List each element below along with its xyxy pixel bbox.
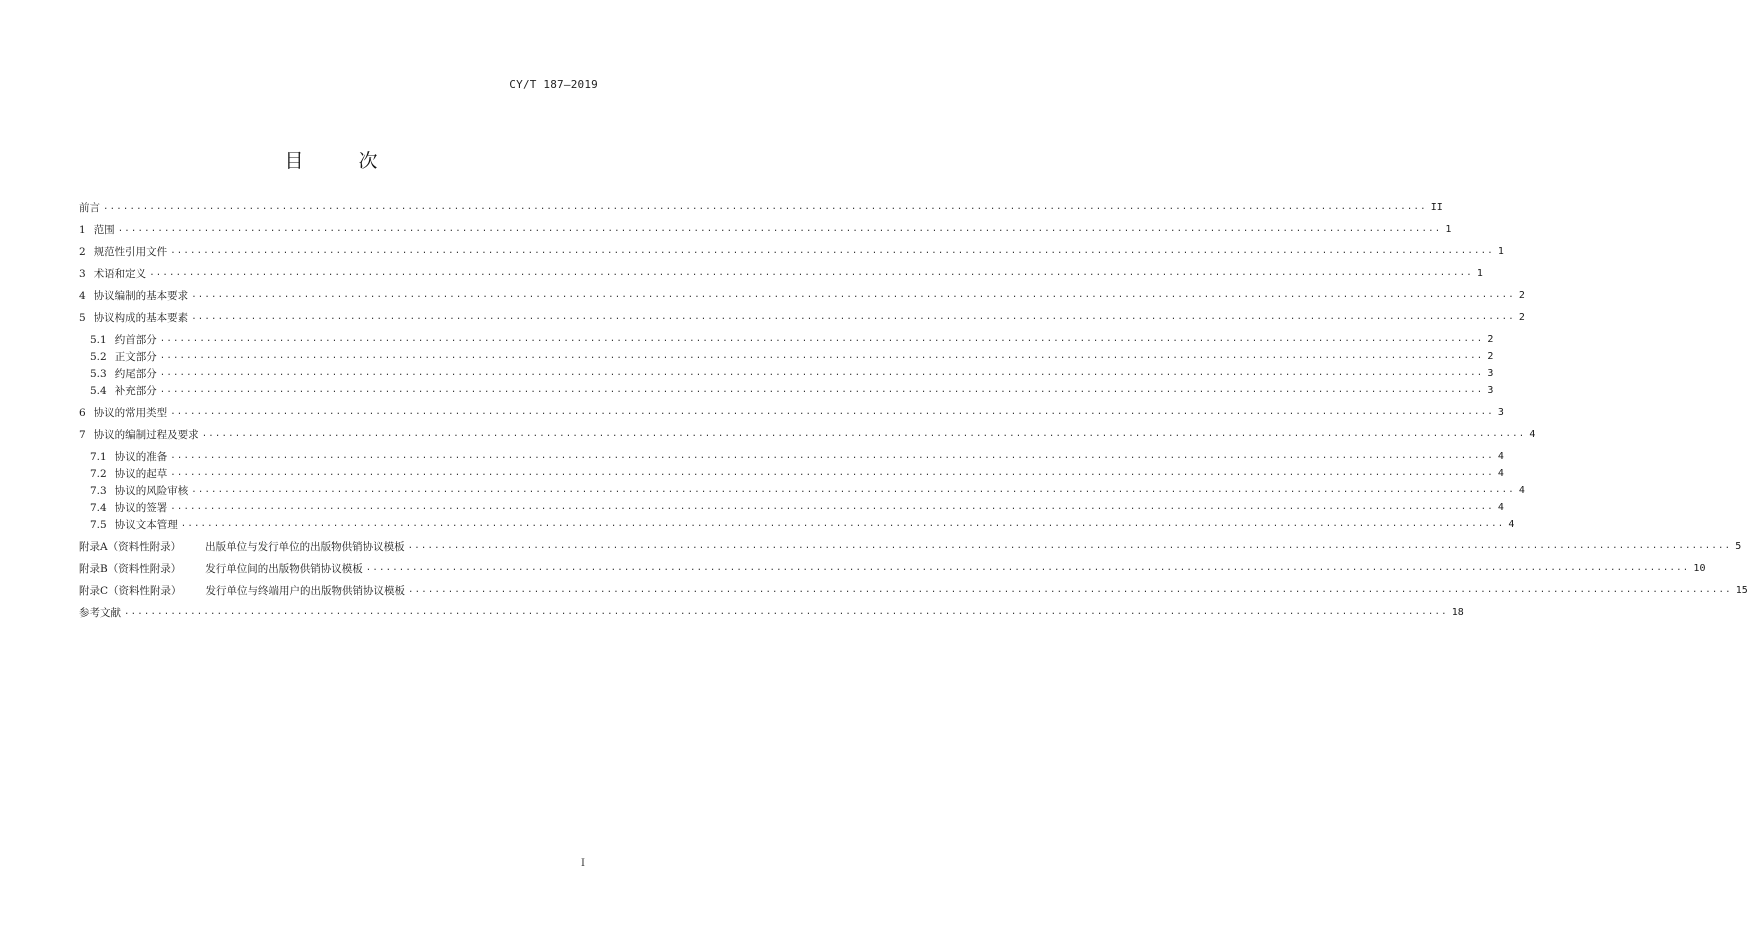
toc-entry[interactable] <box>90 465 1504 481</box>
dot-leader: ........................................................................................................................................................................................................ <box>159 334 1484 344</box>
toc-entry-page: 1 <box>1445 224 1452 235</box>
toc-entry-title <box>90 333 160 347</box>
toc-entry-text: 范围 <box>93 224 115 236</box>
toc-entry-title <box>79 201 103 215</box>
toc-entry[interactable] <box>90 365 1494 381</box>
toc-entry-page: 5 <box>1735 541 1742 552</box>
dot-leader: ........................................................................................................................................................................................................ <box>180 519 1505 529</box>
toc-entry-page: 1 <box>1476 268 1483 279</box>
toc-entry-title <box>90 501 170 515</box>
toc-entry-number: 7.4 <box>90 502 107 514</box>
dot-leader: ........................................................................................................................................................................................................ <box>191 312 1515 322</box>
toc-entry-title <box>90 384 160 398</box>
toc-entry-number: 7 <box>79 429 86 441</box>
toc-entry[interactable] <box>79 404 1504 420</box>
toc-entry-text: 协议的准备 <box>114 451 168 463</box>
toc-entry[interactable] <box>90 448 1504 464</box>
toc-entry-text: 协议文本管理 <box>114 519 178 531</box>
toc-entry-number: 5.4 <box>90 385 107 397</box>
toc-entry-title <box>90 450 170 464</box>
toc-entry-page: 2 <box>1518 290 1525 301</box>
toc-entry[interactable] <box>79 221 1452 237</box>
toc-entry-number: 5.2 <box>90 351 107 363</box>
toc-entry-page: 10 <box>1693 563 1706 574</box>
toc-entry-title <box>79 584 408 598</box>
toc-entry-title <box>90 350 160 364</box>
toc-entry-title <box>79 406 170 420</box>
toc-entry-text: 协议的风险审核 <box>114 485 189 497</box>
dot-leader: ........................................................................................................................................................................................................ <box>408 585 1732 595</box>
toc-entry-number: 2 <box>79 246 86 258</box>
toc-entry-number: 1 <box>79 224 86 236</box>
toc-entry-number: 5.3 <box>90 368 107 380</box>
toc-entry-page: 4 <box>1497 502 1504 513</box>
toc-entry-number: 附录B（资料性附录） <box>79 563 182 575</box>
toc-entry-title <box>79 606 124 620</box>
toc-entry[interactable] <box>90 348 1494 364</box>
toc-entry-number: 附录A（资料性附录） <box>79 541 182 553</box>
toc-entry-page: 2 <box>1487 351 1494 362</box>
toc-entry-text: 约尾部分 <box>114 368 157 380</box>
toc-entry-text: 补充部分 <box>114 385 157 397</box>
toc-entry-page: 3 <box>1487 368 1494 379</box>
dot-leader: ........................................................................................................................................................................................................ <box>201 429 1526 439</box>
toc-entry-title <box>90 484 191 498</box>
dot-leader: ........................................................................................................................................................................................................ <box>170 468 1494 478</box>
dot-leader: ........................................................................................................................................................................................................ <box>149 268 1473 278</box>
toc-entry-number: 5 <box>79 312 86 324</box>
toc-entry-page: 2 <box>1518 312 1525 323</box>
dot-leader: ........................................................................................................................................................................................................ <box>117 224 1442 234</box>
toc-entry[interactable] <box>79 287 1525 303</box>
dot-leader: ........................................................................................................................................................................................................ <box>407 541 1732 551</box>
toc-entry-number: 4 <box>79 290 86 302</box>
toc-entry-text: 协议的常用类型 <box>93 407 168 419</box>
toc-entry-text: 协议的编制过程及要求 <box>93 429 199 441</box>
toc-entry-text: 协议的签署 <box>114 502 168 514</box>
toc-entry-text: 发行单位与终端用户的出版物供销协议模板 <box>205 585 406 597</box>
dot-leader: ........................................................................................................................................................................................................ <box>170 407 1494 417</box>
toc-entry-page: 2 <box>1487 334 1494 345</box>
toc-entry-text: 规范性引用文件 <box>93 246 168 258</box>
toc-entry-page: 4 <box>1518 485 1525 496</box>
toc-entry[interactable] <box>79 604 1464 620</box>
toc-entry-text: 参考文献 <box>79 607 121 619</box>
toc-entry[interactable] <box>90 382 1494 398</box>
toc-entry-text: 出版单位与发行单位的出版物供销协议模板 <box>205 541 405 553</box>
dot-leader: ........................................................................................................................................................................................................ <box>365 563 1690 573</box>
toc-entry-number: 7.2 <box>90 468 107 480</box>
dot-leader: ........................................................................................................................................................................................................ <box>159 351 1484 361</box>
toc-entry-number: 3 <box>79 268 86 280</box>
toc-entry-title <box>79 562 366 576</box>
toc-entry-text: 约首部分 <box>114 334 157 346</box>
toc-entry-text: 术语和定义 <box>93 268 147 280</box>
toc-entry-text: 发行单位间的出版物供销协议模板 <box>205 563 363 575</box>
standard-code: CY/T 187—2019 <box>509 78 598 91</box>
page-number: I <box>581 858 585 869</box>
toc-entry[interactable] <box>79 560 1706 576</box>
dot-leader: ........................................................................................................................................................................................................ <box>103 202 1427 212</box>
toc-entry-title <box>79 245 170 259</box>
toc-entry[interactable] <box>90 331 1494 347</box>
toc-entry-title <box>90 467 170 481</box>
toc-entry-page: II <box>1430 202 1443 213</box>
toc-entry-number: 7.1 <box>90 451 107 463</box>
toc-entry-text: 协议的起草 <box>114 468 168 480</box>
toc-entry-page: 4 <box>1529 429 1536 440</box>
toc-entry-title <box>79 540 408 554</box>
toc-entry-title <box>90 367 160 381</box>
toc-entry-number: 7.3 <box>90 485 107 497</box>
toc-entry-number: 附录C（资料性附录） <box>79 585 182 597</box>
toc-entry-title <box>79 223 118 237</box>
toc-entry-number: 5.1 <box>90 334 107 346</box>
toc-entry-page: 3 <box>1487 385 1494 396</box>
toc-entry[interactable] <box>79 265 1483 281</box>
dot-leader: ........................................................................................................................................................................................................ <box>191 485 1515 495</box>
toc-entry[interactable] <box>79 538 1742 554</box>
toc-entry[interactable] <box>79 199 1443 215</box>
toc-entry-number: 7.5 <box>90 519 107 531</box>
toc-entry-text: 正文部分 <box>114 351 157 363</box>
page-title: 目 次 <box>284 150 396 172</box>
dot-leader: ........................................................................................................................................................................................................ <box>170 451 1494 461</box>
toc-entry[interactable] <box>90 482 1525 498</box>
toc-entry-page: 4 <box>1508 519 1515 530</box>
dot-leader: ........................................................................................................................................................................................................ <box>191 290 1515 300</box>
toc-entry[interactable] <box>79 426 1536 442</box>
toc-entry-number: 6 <box>79 407 86 419</box>
toc-entry[interactable] <box>90 516 1515 532</box>
toc-entry-page: 15 <box>1735 585 1748 596</box>
dot-leader: ........................................................................................................................................................................................................ <box>159 368 1484 378</box>
toc-entry-page: 4 <box>1497 468 1504 479</box>
toc-entry-text: 前言 <box>79 202 100 214</box>
toc-entry-page: 3 <box>1497 407 1504 418</box>
toc-entry-title <box>90 518 181 532</box>
toc-entry-title <box>79 428 202 442</box>
toc-entry-page: 18 <box>1451 607 1464 618</box>
toc-entry-title <box>79 311 191 325</box>
dot-leader: ........................................................................................................................................................................................................ <box>170 502 1494 512</box>
toc-entry-page: 1 <box>1497 246 1504 257</box>
dot-leader: ........................................................................................................................................................................................................ <box>124 607 1448 617</box>
toc-entry-title <box>79 267 149 281</box>
toc-entry-page: 4 <box>1497 451 1504 462</box>
toc-entry[interactable] <box>79 582 1748 598</box>
toc-entry[interactable] <box>90 499 1504 515</box>
toc-entry[interactable] <box>79 309 1525 325</box>
dot-leader: ........................................................................................................................................................................................................ <box>159 385 1484 395</box>
toc-entry[interactable] <box>79 243 1504 259</box>
toc-entry-title <box>79 289 191 303</box>
toc-entry-text: 协议构成的基本要素 <box>93 312 189 324</box>
toc-entry-text: 协议编制的基本要求 <box>93 290 189 302</box>
dot-leader: ........................................................................................................................................................................................................ <box>170 246 1494 256</box>
